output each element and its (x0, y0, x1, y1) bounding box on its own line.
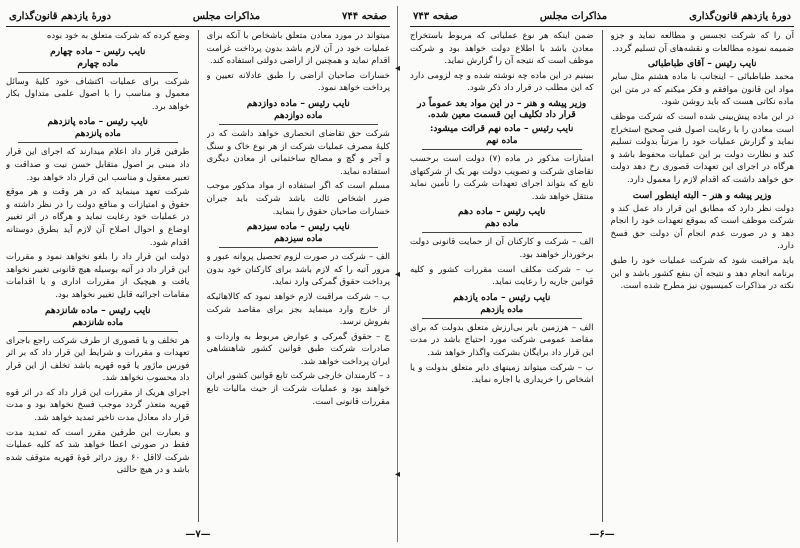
right-page-col-left (410, 30, 594, 522)
speaker-heading: نایب رئیس – آقای طباطبائی (647, 58, 757, 70)
text-paragraph: ج – حقوق گمرکی و عوارض مربوط به واردات و صادرات شرکت طبق قوانین کشور شاهنشاهی ایران پرداخت خواهد شد. (206, 331, 390, 367)
text-paragraph: ب – شرکت میتواند زمینهای دایر متعلق بدولت و یا اشخاص را خریداری یا اجاره نماید. (410, 362, 594, 386)
text-paragraph: میتواند در مورد معادن متعلق باشخاص با آنکه برای عملیات خود در آن لازم باشد بدون پرداخت غرامت اقدام نماید و همچنین از اراضی دولتی استفاده کند. (206, 31, 390, 67)
text-paragraph: دولت نظر دارد که مطابق این قرار داد عمل کند و شرکت موظف است که بموقع تعهدات خود را انجام دهد و در صورت عدم انجام آن دولت حق فسخ دارد. (610, 203, 794, 252)
column-divider (602, 30, 603, 522)
speaker-heading: نایب رئیس – ماده دهم (458, 206, 546, 218)
text-paragraph: د – کارمندان خارجی شرکت تابع قوانین کشور ایران خواهند بود و عملیات شرکت از حیث مالیات تابع مقررات قانونی است. (206, 371, 390, 407)
gutter-mark: ◂ (394, 63, 401, 74)
text-paragraph: امتیازات مذکور در ماده (۷) دولت است برحسب تقاضای شرکت و تصویب دولت بهر یک از شرکتهای تابع که بتواند اجرای تعهدات شرکت را تأمین نماید منتقل خواهد شد. (410, 153, 594, 202)
text-paragraph: شرکت حق تقاضای انحصاری خواهد داشت که در کلیهٔ مصرف عملیات شرکت از هر نوع خاک و سنگ و آجر و گچ و مصالح ساختمانی از معادن دیگری استفاده نماید. (206, 128, 390, 177)
article-heading: ماده پانزدهم (74, 129, 121, 140)
left-page-title: مذاکرات مجلس (192, 10, 261, 22)
left-page-col-right (207, 30, 391, 522)
text-paragraph: الف – هرزمین بایر بی‌ارزش متعلق بدولت که برای مقاصد عمومی شرکت مورد احتیاج باشد در مدت این قرار داد برایگان بشرکت واگذار خواهد شد. (410, 322, 594, 358)
section-rule (219, 124, 379, 125)
text-paragraph: وضع کرده که شرکت متعلق به خود بوده (46, 31, 190, 41)
section-rule (18, 142, 178, 143)
column-divider (198, 30, 199, 522)
speaker-heading: نایب رئیس – ماده سیزدهم (246, 221, 350, 233)
text-paragraph: مسلم است که اگر استفاده از مواد مذکور موجب ضرر اشخاص ثالث باشد شرکت باید جبران خسارات صاحبان حقوق را بنماید. (206, 181, 390, 217)
section-rule (18, 331, 178, 332)
left-page-footer: —۷— (185, 529, 211, 540)
left-page-session: دورهٔ یازدهم قانون‌گذاری (9, 10, 111, 22)
text-paragraph: و بعبارت این طرفین مقرر است که تمدید مدت فقط در صورتی اعطا خواهد شد که کلیه عملیات شرکت لااقل ۶۰ روز دراثر قوهٔ قهریه متوقف شده باشد و در هیچ حالتی (6, 427, 190, 476)
text-paragraph: هر تخلف و یا قصوری از طرف شرکت راجع باجرای تعهدات و مقررات و شرایط این قرار داد که بر اثر فورس ماژور یا قوه قهریه باشد تخلف از این قرار داد محسوب نخواهد شد. (6, 335, 190, 384)
left-page-header (6, 6, 390, 27)
text-paragraph: الف – شرکت در صورت لزوم تحصیل پروانه عبور و مرور آتیه را که لازم باشد برای کارکنان خود بدون پرداخت حقوق گمرکی وارد نماید. (206, 252, 390, 288)
speaker-heading: وزیر پیشه و هنر – در این مواد بعد عموماً در قرار داد تکلیف این قسمت معین شده. (417, 97, 587, 120)
right-page-header (410, 6, 794, 27)
text-paragraph: شرکت تعهد مینماید که در هر وقت و هر موقع حقوق و امتیازات و منافع دولت را در نظر داشته و در عملیات خود رعایت نماید و هرگاه در اثر تغییر اوضاع و احوال اصلاح آن لازم آید بطرق دوستانه اقدام شود. (6, 187, 190, 248)
right-page-columns (410, 30, 794, 522)
section-rule (18, 72, 178, 73)
speaker-heading: وزیر پیشه و هنر – البته اینطور است (632, 189, 772, 201)
article-heading: ماده چهارم (77, 58, 119, 69)
text-paragraph: آن را که شرکت تجسس و مطالعه نماید و جزو ضمیمه نموده مطالعات و نقشه‌های آن تسلیم گردد. (610, 31, 794, 54)
text-paragraph: ضمن اینکه هر نوع عملیاتی که مربوط باستخراج معادن باشد با اطلاع دولت خواهد بود و شرکت موظف است که نتیجه آن را گزارش نماید. (410, 31, 594, 67)
right-page (410, 6, 794, 542)
article-heading: ماده دوازدهم (274, 110, 323, 121)
speaker-heading: نایب رئیس – ماده شانزدهم (44, 304, 151, 316)
speaker-heading: نایب رئیس – ماده دوازدهم (246, 97, 350, 109)
text-paragraph: شرکت برای عملیات اکتشاف خود کلیهٔ وسائل معمول و مناسب را با اصول علمی متداول بکار خواهد برد. (6, 76, 190, 112)
speaker-heading: نایب رئیس – ماده یازدهم (453, 291, 551, 303)
right-page-footer: —۶— (589, 529, 615, 540)
section-rule (422, 232, 582, 233)
section-rule (219, 247, 379, 248)
article-heading: ماده دهم (485, 219, 519, 230)
speaker-heading: نایب رئیس – ماده چهارم (50, 45, 146, 57)
gutter-mark: ◂ (394, 469, 401, 480)
text-paragraph: ببینیم در این ماده چه نوشته شده و چه لزومی دارد که این مطلب در قرار داد ذکر شود. (410, 70, 594, 94)
text-paragraph: اجرای هریک از مقررات این قرار داد که در اثر قوه قهریه متعذر گردد موجب فسخ نخواهد بود و مدت قرار داد معادل مدت تاخیر تمدید خواهد شد. (6, 387, 190, 424)
article-heading: ماده یازدهم (480, 304, 524, 315)
left-page-columns (6, 30, 390, 522)
left-page (6, 6, 390, 542)
text-paragraph: در این ماده پیش‌بینی شده است که شرکت موظف است معادن را با رعایت اصول فنی صحیح استخراج نماید و گزارش عملیات خود را مرتباً بدولت تسلیم کند و نظارت دولت بر این عملیات محفوظ باشد و هرگاه در اجرای این تعهدات قصوری رخ دهد دولت حق خواهد داشت که اقدام لازم را معمول دارد. (610, 111, 794, 185)
right-page-session: دورهٔ یازدهم قانون‌گذاری (689, 10, 791, 22)
text-paragraph: الف – شرکت و کارکنان آن از حمایت قانونی دولت برخوردار خواهند بود. (410, 237, 594, 260)
article-heading: ماده سیزدهم (274, 234, 323, 245)
article-heading: ماده نهم (486, 135, 518, 146)
section-rule (422, 318, 582, 319)
speech-paragraph: محمد طباطبائی – اینجانب با ماده هشتم مثل سایر مواد این قانون موافقم و فکر میکنم که در متن این ماده نکاتی هست که باید روشن شود. (610, 72, 794, 108)
left-page-number: صفحه ۷۴۴ (342, 10, 387, 22)
left-page-col-left (6, 30, 190, 522)
right-page-number: صفحه ۷۴۳ (413, 10, 458, 22)
speaker-heading: نایب رئیس – ماده پانزدهم (47, 116, 148, 128)
text-paragraph: باید مراقبت شود که شرکت عملیات خود را طبق برنامه انجام دهد و نتیجه آن بنفع کشور باشد و این نکته در مذاکرات کمیسیون نیز مطرح شده است. (610, 255, 794, 292)
article-heading: ماده شانزدهم (72, 317, 124, 328)
text-paragraph: دولت این قرار داد را بلغو نخواهد نمود و مقررات این قرار داد در آتیه بوسیله هیچ قانونی تغییر نخواهد یافت و هیچیک از مقررات اداری و یا اقدامات مقامات اجرائیه قابل تغییر نخواهد بود. (6, 252, 190, 300)
text-paragraph: ب – شرکت مکلف است مقررات کشور و کلیه قوانین جاریه را رعایت نماید. (410, 264, 594, 288)
right-page-col-right (611, 30, 795, 522)
text-paragraph: ب – شرکت مراقبت لازم خواهد نمود که کالاهائیکه از خارج وارد مینماید بجز برای مقاصد شرکت بفروش نرسد. (206, 291, 390, 328)
right-page-title: مذاکرات مجلس (539, 10, 608, 22)
speaker-heading: نایب رئیس – ماده نهم قرائت میشود: (430, 122, 574, 134)
section-rule (422, 149, 582, 150)
gutter-mark: ◂ (394, 269, 401, 280)
text-paragraph: خسارات صاحبان اراضی را طبق عادلانه تعیین و پرداخت خواهد نمود. (206, 70, 390, 94)
text-paragraph: طرفین قرار داد اعلام میدارند که اجرای این قرار داد مبنی بر اصول متقابل حسن نیت و صداقت و تعبیر معقول و مناسب این قرار داد خواهد بود. (6, 147, 190, 183)
